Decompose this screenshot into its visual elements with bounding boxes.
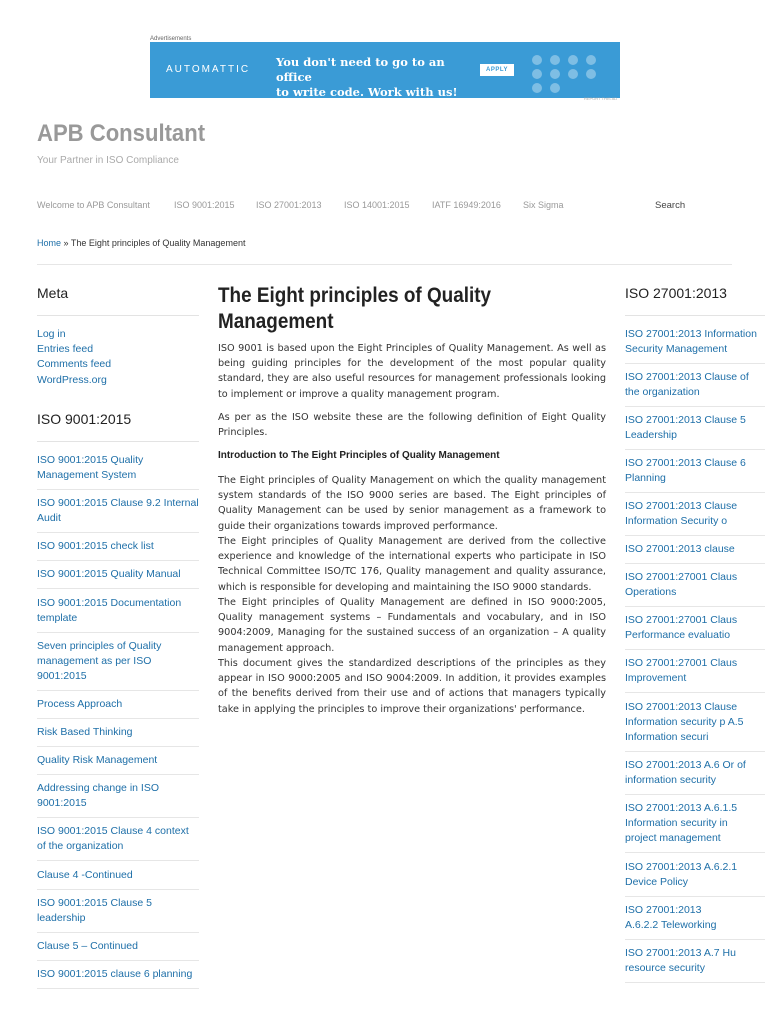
meta-links [37, 327, 111, 388]
iso-27001-widget-divider [625, 315, 765, 316]
sidebar-link[interactable]: ISO 27001:2013 Clause 5 Leadership [625, 414, 746, 441]
ad-apply-button[interactable]: APPLY [480, 64, 514, 76]
simplenote-icon [550, 69, 560, 79]
article-paragraph: The Eight principles of Quality Management are defined in ISO 9000:2005, Quality management systems – Fundamentals and vocabulary, and in ISO 9004:2009, Managing for the sustained success of an organization – A quality management approach. [218, 597, 606, 654]
report-ad-link[interactable]: REPORT THIS AD [584, 96, 618, 101]
gravatar-icon [550, 83, 560, 93]
breadcrumb-home[interactable]: Home [37, 238, 62, 248]
search-input[interactable]: Search [655, 200, 686, 211]
entries-feed-link[interactable]: Entries feed [37, 343, 94, 356]
sidebar-link[interactable]: ISO 9001:2015 Quality Management System [37, 454, 144, 481]
header-divider [37, 264, 732, 265]
article-subheading: Introduction to The Eight Principles of Quality Management [218, 449, 500, 461]
nav-item-six-sigma[interactable]: Six Sigma [523, 200, 564, 210]
nav-item-iatf-16949[interactable]: IATF 16949:2016 [432, 200, 501, 210]
right-sidebar [625, 270, 757, 1024]
sidebar-link[interactable]: Process Approach [37, 698, 123, 710]
iso-9001-widget-title: ISO 9001:2015 [37, 411, 132, 427]
login-link[interactable]: Log in [37, 328, 66, 340]
breadcrumb-separator: » [61, 238, 71, 248]
nav-item-iso-9001[interactable]: ISO 9001:2015 [174, 200, 235, 210]
globe-icon [550, 55, 560, 65]
iso-9001-widget-divider [37, 441, 199, 442]
ad-icon-grid [532, 55, 612, 93]
nav-item-welcome[interactable]: Welcome to APB Consultant [37, 200, 150, 210]
article-paragraph: ISO 9001 is based upon the Eight Principles of Quality Management. As well as being guiding principles for the development of the most popular quality standard, they are also useful resources for management professionals looking to implement or improve a quality management program. [218, 343, 606, 400]
article-paragraph: The Eight principles of Quality Management on which the quality management system standards of the ISO 9000 series are based. The Eight principles of Quality Management can be used by senior management as a framework to guide their organizations towards improved performance. [218, 475, 606, 532]
meta-widget-divider [37, 315, 199, 316]
article-paragraph: As per as the ISO website these are the following definition of Eight Quality Principles. [218, 412, 606, 439]
sidebar-link[interactable]: Addressing change in ISO 9001:2015 [37, 782, 159, 809]
jetpack-icon [532, 83, 542, 93]
article-paragraph: The Eight principles of Quality Management are derived from the collective experience and knowledge of the international experts who participate in ISO Technical Committee ISO/TC 176, Quality management and quality assurance, which is responsible for developing and maintaining the ISO 9000 standards. [218, 536, 606, 593]
nav-item-iso-27001[interactable]: ISO 27001:2013 [256, 200, 322, 210]
wordpress-org-link[interactable]: WordPress.org [37, 373, 107, 386]
sidebar-link[interactable]: ISO 27001:2013 clause [625, 543, 735, 555]
sidebar-link[interactable]: ISO 27001:2013 Clause 6 Planning [625, 457, 746, 484]
meta-widget-title: Meta [37, 285, 69, 301]
sidebar-link[interactable]: ISO 27001:2013 A.6.2.2 Teleworking [625, 904, 717, 931]
sidebar-link[interactable]: ISO 27001:2013 Clause of the organization [625, 371, 749, 398]
comments-feed-link[interactable]: Comments feed [37, 358, 112, 371]
tumblr-icon [586, 69, 596, 79]
power-icon [532, 69, 542, 79]
ad-label: Advertisements [150, 36, 192, 42]
sidebar-link[interactable]: ISO 27001:2013 Information Security Management [625, 328, 757, 355]
sidebar-link[interactable]: ISO 9001:2015 Clause 9.2 Internal Audit [37, 497, 199, 524]
sidebar-link[interactable]: ISO 27001:2013 A.6 Or of information security [625, 759, 746, 786]
sidebar-link[interactable]: Clause 5 – Continued [37, 940, 138, 952]
sidebar-link[interactable]: ISO 9001:2015 Quality Manual [37, 568, 181, 580]
wordpress-icon [532, 55, 542, 65]
article-paragraph: This document gives the standardized descriptions of the principles as they appear in ISO 9000:2005 and ISO 9004:2009. In addition, it provides examples of the benefits derived from their use and of actions that managers typically take in applying the principles to improve their organizations' performance. [218, 658, 606, 715]
sidebar-link[interactable]: ISO 27001:2013 Clause Information Security o [625, 500, 738, 527]
woo-icon [568, 55, 578, 65]
sidebar-link[interactable]: ISO 27001:2013 A.6.2.1 Device Policy [625, 861, 738, 888]
sidebar-link[interactable]: ISO 9001:2015 Clause 4 context of the organization [37, 825, 189, 852]
sidebar-link[interactable]: ISO 27001:2013 A.7 Hu resource security [625, 947, 736, 974]
sidebar-link[interactable]: Quality Risk Management [37, 754, 158, 766]
sidebar-link[interactable]: Risk Based Thinking [37, 726, 133, 738]
sidebar-link[interactable]: Seven principles of Quality management as per ISO 9001:2015 [37, 640, 162, 682]
sidebar-link[interactable]: ISO 9001:2015 Documentation template [37, 597, 182, 624]
ad-brand-logo: AUTOMATTIC [166, 64, 251, 75]
site-title[interactable]: APB Consultant [37, 120, 206, 147]
breadcrumb [37, 238, 245, 248]
site-tagline: Your Partner in ISO Compliance [37, 155, 179, 166]
sidebar-link[interactable]: ISO 27001:2013 Clause Information security p A.5 Information securi [625, 701, 744, 743]
sidebar-link[interactable]: ISO 27001:27001 Claus Performance evaluatio [625, 614, 738, 641]
sidebar-link[interactable]: Clause 4 -Continued [37, 869, 133, 881]
akismet-icon [586, 55, 596, 65]
iso-27001-widget-title: ISO 27001:2013 [625, 285, 727, 301]
breadcrumb-current: The Eight principles of Quality Management [70, 238, 246, 248]
sidebar-link[interactable]: ISO 9001:2015 clause 6 planning [37, 968, 193, 980]
ad-banner[interactable] [150, 42, 620, 98]
ad-headline: You don't need to go to an office to write code. Work with us! [276, 55, 458, 99]
sidebar-link[interactable]: ISO 27001:27001 Claus Improvement [625, 657, 738, 684]
sidebar-link[interactable]: ISO 27001:2013 A.6.1.5 Information security in project management [625, 802, 738, 844]
nav-item-iso-14001[interactable]: ISO 14001:2015 [344, 200, 410, 210]
sidebar-link[interactable]: ISO 9001:2015 Clause 5 leadership [37, 897, 152, 924]
sidebar-link[interactable]: ISO 27001:27001 Claus Operations [625, 571, 738, 598]
article-title: The Eight principles of Quality Management [218, 284, 492, 333]
longreads-icon [568, 69, 578, 79]
sidebar-link[interactable]: ISO 9001:2015 check list [37, 540, 154, 552]
